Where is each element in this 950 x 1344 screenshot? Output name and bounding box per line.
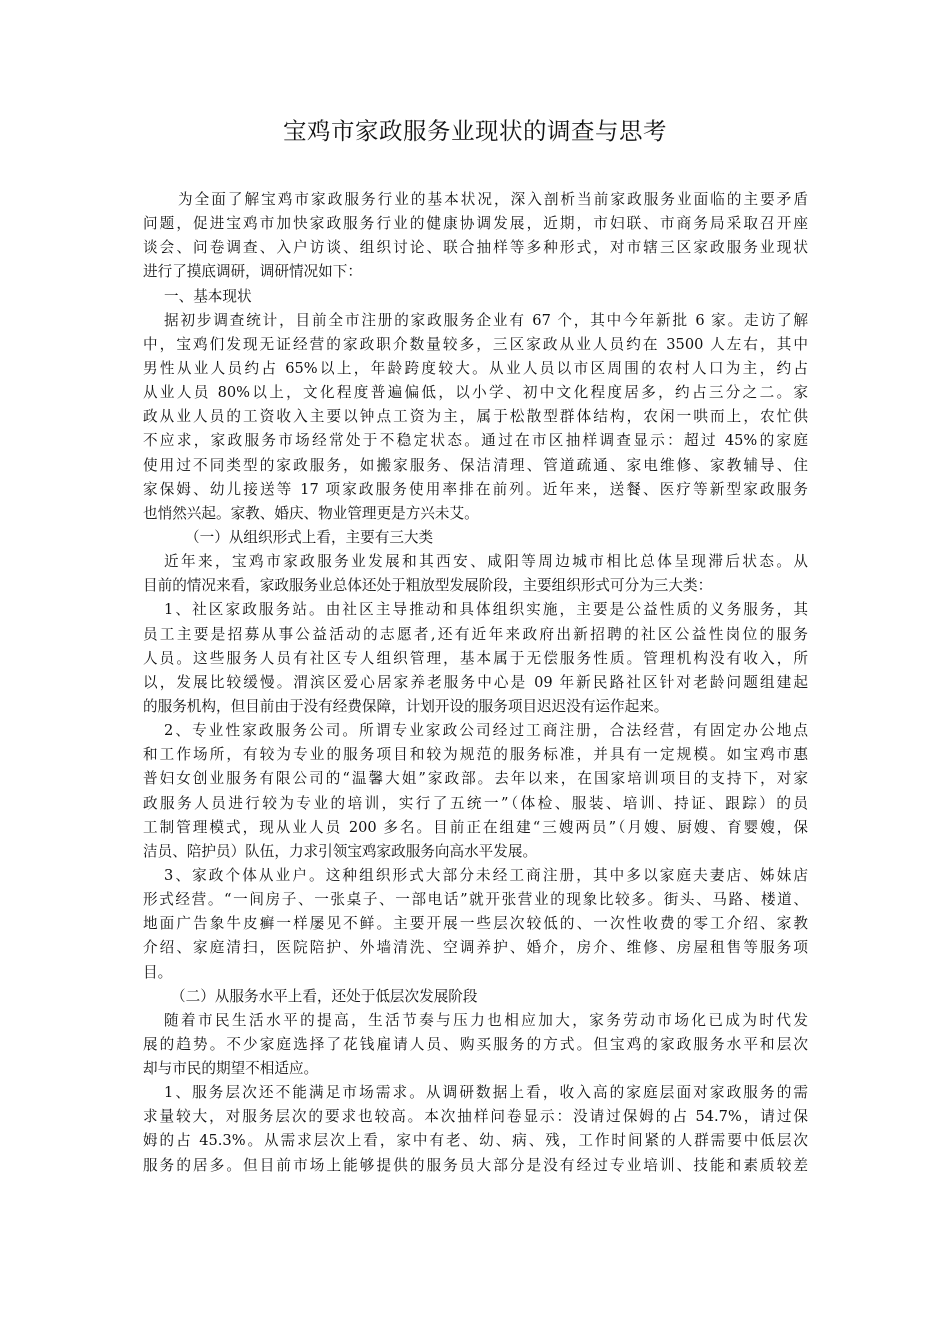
text-line: 问题，促进宝鸡市加快家政服务行业的健康协调发展，近期，市妇联、市商务局采取召开座 <box>143 215 808 233</box>
text-line: 1、服务层次还不能满足市场需求。从调研数据上看，收入高的家庭层面对家政服务的需 <box>164 1084 808 1102</box>
document-body <box>143 188 808 1178</box>
text-line: 人员。这些服务人员有社区专人组织管理，基本属于无偿服务性质。管理机构没有收入，所 <box>143 649 808 667</box>
text-line: 家保姆、幼儿接送等 17 项家政服务使用率排在前列。近年来，送餐、医疗等新型家政服务 <box>143 480 808 498</box>
text-line: 员工主要是招募从事公益活动的志愿者,还有近年来政府出新招聘的社区公益性岗位的服务 <box>143 625 808 643</box>
text-line: 目。 <box>143 963 173 981</box>
text-line: 为全面了解宝鸡市家政服务行业的基本状况，深入剖析当前家政服务业面临的主要矛盾 <box>178 191 808 208</box>
text-line: 洁员、陪护员）队伍，力求引领宝鸡家政服务向高水平发展。 <box>143 842 538 860</box>
text-line: 工制管理模式，现从业人员 200 多名。目前正在组建“三嫂两员”（月嫂、厨嫂、育婴嫂，保 <box>143 818 808 836</box>
text-line: 1、社区家政服务站。由社区主导推动和具体组织实施，主要是公益性质的义务服务，其 <box>164 601 808 619</box>
text-line: 服务的居多。但目前市场上能够提供的服务员大部分是没有经过专业培训、技能和素质较差 <box>143 1156 808 1174</box>
text-line: 中，宝鸡们发现无证经营的家政职介数量较多，三区家政从业人员约在 3500 人左右，其中 <box>143 335 808 353</box>
text-line: 近年来，宝鸡市家政服务业发展和其西安、咸阳等周边城市相比总体呈现滞后状态。从 <box>164 553 808 571</box>
text-line: 展的趋势。不少家庭选择了花钱雇请人员、购买服务的方式。但宝鸡的家政服务水平和层次 <box>143 1035 808 1053</box>
text-line: 从业人员 80%以上，文化程度普遍偏低，以小学、初中文化程度居多，约占三分之二。家 <box>143 384 808 402</box>
text-line: 以，发展比较缓慢。渭滨区爱心居家养老服务中心是 09 年新民路社区针对老龄问题组建起 <box>143 673 808 691</box>
document-title: 宝鸡市家政服务业现状的调查与思考 <box>283 117 667 145</box>
text-line: 男性从业人员约占 65%以上，年龄跨度较大。从业人员以市区周围的农村人口为主，约占 <box>143 359 808 377</box>
text-line: 介绍、家庭清扫，医院陪护、外墙清洗、空调养护、婚介，房介、维修、房屋租售等服务项 <box>143 939 808 957</box>
text-line: 和工作场所，有较为专业的服务项目和较为规范的服务标准，并具有一定规模。如宝鸡市惠 <box>143 746 808 764</box>
text-line: 2、专业性家政服务公司。所谓专业家政公司经过工商注册，合法经营，有固定办公地点 <box>164 722 808 740</box>
text-line: 也悄然兴起。家教、婚庆、物业管理更是方兴未艾。 <box>143 504 479 522</box>
text-line: 一、基本现状 <box>164 287 252 305</box>
text-line: 据初步调查统计，目前全市注册的家政服务企业有 67 个，其中今年新批 6 家。走访了解 <box>164 311 808 329</box>
text-line: 却与市民的期望不相适应。 <box>143 1060 319 1078</box>
text-line: 求量较大，对服务层次的要求也较高。本次抽样问卷显示：没请过保姆的占 54.7%，请过保 <box>143 1108 808 1126</box>
text-line: 地面广告象牛皮癣一样屡见不鲜。主要开展一些层次较低的、一次性收费的零工介绍、家教 <box>143 915 808 933</box>
text-line: （二）从服务水平上看，还处于低层次发展阶段 <box>171 987 478 1005</box>
text-line: 进行了摸底调研，调研情况如下： <box>143 263 362 281</box>
text-line: 姆的占 45.3%。从需求层次上看，家中有老、幼、病、残，工作时间紧的人群需要中低层次 <box>143 1132 808 1150</box>
text-line: 普妇女创业服务有限公司的“温馨大姐”家政部。去年以来，在国家培训项目的支持下，对家 <box>143 770 808 788</box>
text-line: （一）从组织形式上看，主要有三大类 <box>185 528 434 546</box>
text-line: 3、家政个体从业户。这种组织形式大部分未经工商注册，其中多以家庭夫妻店、姊妹店 <box>164 866 808 884</box>
text-line: 谈会、问卷调查、入户访谈、组织讨论、联合抽样等多种形式，对市辖三区家政服务业现状 <box>143 239 808 257</box>
text-line: 形式经营。“一间房子、一张桌子、一部电话”就开张营业的现象比较多。街头、马路、楼道、 <box>143 891 808 909</box>
text-line: 目前的情况来看，家政服务业总体还处于粗放型发展阶段，主要组织形式可分为三大类： <box>143 577 713 595</box>
text-line: 不应求，家政服务市场经常处于不稳定状态。通过在市区抽样调查显示：超过 45%的家庭 <box>143 432 808 450</box>
text-line: 政从业人员的工资收入主要以钟点工资为主，属于松散型群体结构，农闲一哄而上，农忙供 <box>143 408 808 426</box>
text-line: 随着市民生活水平的提高，生活节奏与压力也相应加大，家务劳动市场化已成为时代发 <box>164 1011 808 1029</box>
text-line: 的服务机构，但目前由于没有经费保障，计划开设的服务项目迟迟没有运作起来。 <box>143 697 669 715</box>
text-line: 政服务人员进行较为专业的培训，实行了五统一”（体检、服装、培训、持证、跟踪）的员 <box>143 794 808 812</box>
text-line: 使用过不同类型的家政服务，如搬家服务、保洁清理、管道疏通、家电维修、家教辅导、住 <box>143 456 808 474</box>
